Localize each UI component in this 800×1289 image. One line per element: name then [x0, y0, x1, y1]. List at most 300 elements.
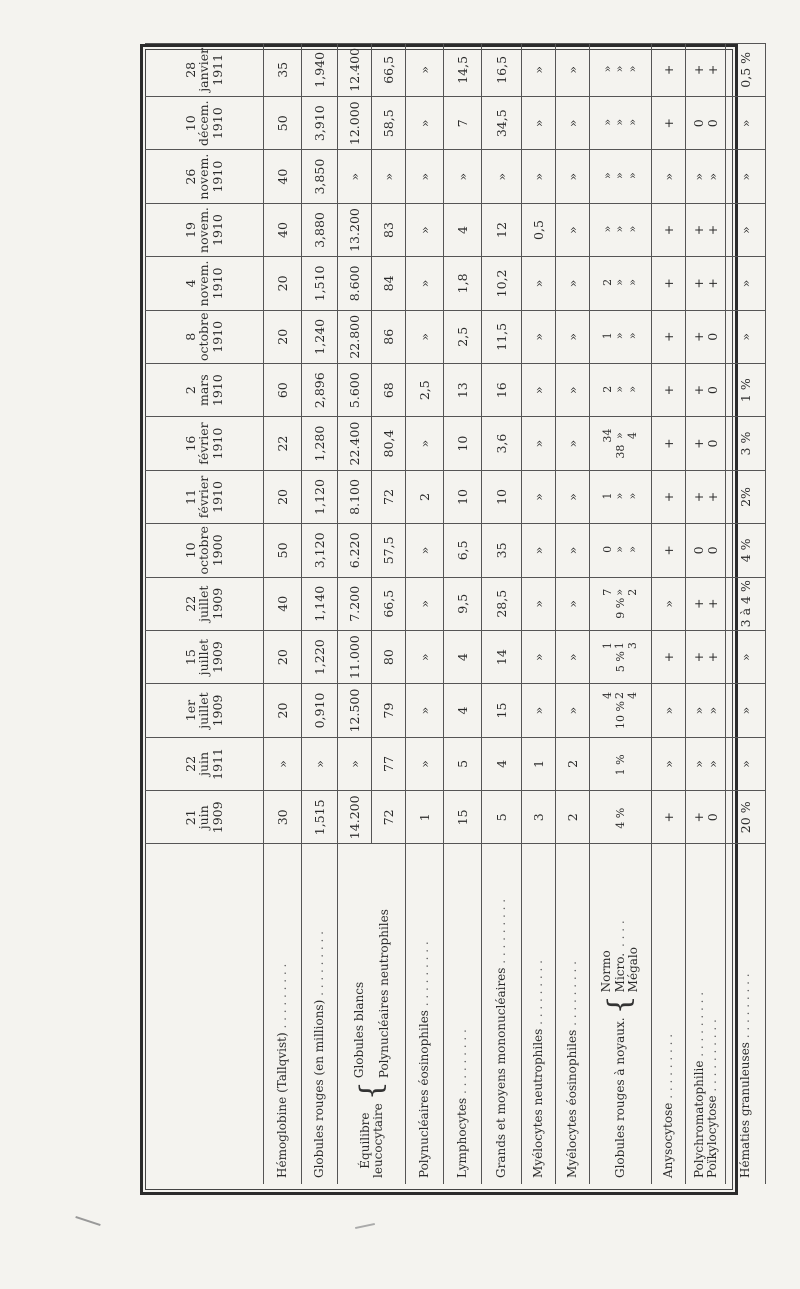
date-header: 2 mars 1910: [145, 363, 264, 416]
value-cell: 2: [556, 737, 590, 790]
normo-value: 7: [600, 588, 614, 596]
globules-noyaux-text: Globules rouges à noyaux.: [613, 1017, 628, 1178]
micro-value: »: [613, 546, 627, 553]
megalo-value: »: [625, 172, 639, 179]
value-cell: 35: [482, 524, 522, 577]
value-cell: »: [652, 150, 686, 203]
polychromatophilie-cell: [686, 791, 726, 844]
micro-value: »: [613, 332, 627, 340]
value-cell: +: [652, 310, 686, 363]
polychromatophilie-cell: [686, 97, 726, 150]
noyaux-cell: [590, 310, 652, 363]
date-header: 28 janvier 1911: [145, 43, 264, 96]
value-cell: 3,910: [302, 97, 338, 150]
row-hematies: [726, 43, 766, 1184]
row-label: [444, 844, 482, 1184]
polychromatophilie-cell: [686, 630, 726, 683]
noyaux-total: 1 %: [613, 754, 627, 776]
megalo-value: 3: [625, 642, 639, 650]
noyaux-total: 38: [613, 444, 627, 459]
noyaux-cell: [590, 97, 652, 150]
micro-value: »: [613, 172, 627, 179]
noyaux-cell: [590, 363, 652, 416]
value-cell: 6,5: [444, 524, 482, 577]
value-cell: »: [522, 363, 556, 416]
date-header: 21 juin 1909: [145, 791, 264, 844]
paper-mark: [355, 1223, 375, 1229]
value-cell: »: [556, 684, 590, 737]
value-cell: 40: [264, 150, 302, 203]
value-cell: 2,5: [444, 310, 482, 363]
value-cell: 4: [482, 737, 522, 790]
dot-leader: . . . . . . . . .: [275, 963, 290, 1033]
normo-value: 1: [600, 332, 614, 340]
value-cell: »: [406, 524, 444, 577]
value-cell: »: [522, 43, 556, 96]
micro-value: »: [613, 279, 627, 286]
date-header: 22 juillet 1909: [145, 577, 264, 630]
noyaux-total: 9 %: [613, 597, 627, 619]
equilibre-line1: Équilibre: [357, 1112, 372, 1169]
value-cell: +: [652, 257, 686, 310]
value-cell: »: [406, 684, 444, 737]
row-grands-moyens: [482, 43, 522, 1184]
row-label: [482, 844, 522, 1184]
value-cell: 6.220: [338, 524, 372, 577]
value-cell: 0,910: [302, 684, 338, 737]
value-cell: »: [652, 577, 686, 630]
rotated-table: [145, 47, 753, 1184]
noyaux-cell: [590, 257, 652, 310]
poikylocytose-value: +: [704, 598, 720, 609]
value-cell: »: [522, 577, 556, 630]
date-header: 22 juin 1911: [145, 737, 264, 790]
polychromatophilie-value: 0: [691, 546, 707, 555]
equilibre-line2: leucocytaire: [370, 1103, 385, 1178]
value-cell: +: [652, 470, 686, 523]
value-cell: »: [406, 577, 444, 630]
noyaux-cell: [590, 577, 652, 630]
value-cell: »: [522, 97, 556, 150]
row-label-text: Myélocytes neutrophiles: [531, 1028, 546, 1178]
value-cell: »: [726, 630, 766, 683]
date-header: 8 octobre 1910: [145, 310, 264, 363]
megalo-value: »: [625, 279, 639, 286]
value-cell: »: [726, 150, 766, 203]
value-cell: 10: [444, 470, 482, 523]
value-cell: 1,510: [302, 257, 338, 310]
noyaux-cell: [590, 630, 652, 683]
noyaux-cell: [590, 470, 652, 523]
value-cell: »: [556, 97, 590, 150]
brace-icon: {: [353, 1081, 389, 1101]
row-label-text: Grands et moyens mononucléaires: [494, 967, 509, 1178]
value-cell: »: [652, 737, 686, 790]
value-cell: 0,5: [522, 203, 556, 256]
polychromatophilie-value: 0: [691, 119, 707, 128]
normo-label: Normo: [598, 950, 613, 993]
value-cell: 2,896: [302, 363, 338, 416]
value-cell: 68: [372, 363, 406, 416]
row-myelocytes-eosino: [556, 43, 590, 1184]
poikylocytose-value: 0: [704, 439, 720, 448]
value-cell: »: [406, 257, 444, 310]
value-cell: 20: [264, 684, 302, 737]
value-cell: »: [522, 417, 556, 470]
noyaux-cell: [590, 150, 652, 203]
value-cell: »: [556, 417, 590, 470]
noyaux-cell: [590, 43, 652, 96]
value-cell: +: [652, 43, 686, 96]
dot-leader: . . . . . . . . .: [531, 960, 546, 1029]
polychromatophilie-cell: [686, 43, 726, 96]
value-cell: 30: [264, 791, 302, 844]
value-cell: +: [652, 630, 686, 683]
value-cell: »: [522, 150, 556, 203]
micro-value: 1: [613, 642, 627, 650]
value-cell: 72: [372, 470, 406, 523]
value-cell: 1,240: [302, 310, 338, 363]
poikylocytose-value: 0: [704, 386, 720, 395]
value-cell: »: [302, 737, 338, 790]
polychromatophilie-value: +: [691, 598, 707, 609]
row-label: [302, 844, 338, 1184]
value-cell: 5.600: [338, 363, 372, 416]
value-cell: »: [726, 310, 766, 363]
value-cell: 10: [444, 417, 482, 470]
date-header: 15 juillet 1909: [145, 630, 264, 683]
value-cell: 28,5: [482, 577, 522, 630]
value-cell: »: [406, 417, 444, 470]
value-cell: 14,5: [444, 43, 482, 96]
dot-leader: . . . . . . . . .: [494, 898, 509, 968]
value-cell: »: [522, 630, 556, 683]
noyaux-cell: [590, 791, 652, 844]
globules-noyaux-label: [590, 844, 652, 1184]
noyaux-total: 5 %: [613, 651, 627, 673]
polychromatophilie-value: +: [691, 384, 707, 396]
value-cell: +: [652, 417, 686, 470]
poikylocytose-value: 0: [704, 546, 720, 555]
poikylocytose-value: 0: [704, 119, 720, 128]
value-cell: 4: [444, 630, 482, 683]
value-cell: +: [652, 363, 686, 416]
micro-value: »: [613, 65, 627, 73]
value-cell: 3 %: [726, 417, 766, 470]
row-label-text: Myélocytes éosinophiles: [565, 1029, 580, 1178]
corner-cell: [145, 844, 264, 1184]
value-cell: 34,5: [482, 97, 522, 150]
row-hemoglobine: [264, 43, 302, 1184]
value-cell: 1,280: [302, 417, 338, 470]
value-cell: 2%: [726, 470, 766, 523]
row-polychromatophilie: [686, 43, 726, 1184]
row-anysocytose: [652, 43, 686, 1184]
value-cell: +: [652, 97, 686, 150]
polychromatophilie-cell: [686, 417, 726, 470]
value-cell: »: [556, 257, 590, 310]
row-label-text: Hémoglobine (Tallqvist): [275, 1032, 290, 1178]
value-cell: 2: [406, 470, 444, 523]
value-cell: »: [264, 737, 302, 790]
value-cell: +: [652, 203, 686, 256]
value-cell: »: [556, 630, 590, 683]
row-lymphocytes: [444, 43, 482, 1184]
value-cell: 1,140: [302, 577, 338, 630]
poikylocytose-value: +: [704, 491, 720, 503]
value-cell: 1,120: [302, 470, 338, 523]
value-cell: 20: [264, 470, 302, 523]
row-globules-blancs: [338, 43, 372, 1184]
poikylocytose-value: »: [704, 172, 720, 181]
row-label: [556, 844, 590, 1184]
value-cell: 4 %: [726, 524, 766, 577]
value-cell: »: [726, 203, 766, 256]
value-cell: 58,5: [372, 97, 406, 150]
value-cell: »: [522, 257, 556, 310]
polychromatophilie-value: +: [691, 812, 707, 823]
value-cell: 77: [372, 737, 406, 790]
value-cell: »: [556, 150, 590, 203]
value-cell: »: [726, 684, 766, 737]
polychromatophilie-label: [686, 844, 726, 1184]
value-cell: +: [652, 524, 686, 577]
value-cell: 16: [482, 363, 522, 416]
value-cell: 3,120: [302, 524, 338, 577]
dot-leader: . . . . . . . . .: [417, 941, 432, 1011]
value-cell: 12: [482, 203, 522, 256]
value-cell: 20: [264, 310, 302, 363]
value-cell: 7.200: [338, 577, 372, 630]
row-label-text: Anysocytose: [661, 1102, 676, 1178]
noyaux-total: 4 %: [613, 807, 627, 829]
micro-value: »: [613, 118, 627, 126]
row-label-text: Hématies granuleuses: [738, 1042, 753, 1178]
normo-value: »: [600, 65, 614, 73]
value-cell: +: [652, 791, 686, 844]
micro-value: »: [613, 385, 627, 393]
value-cell: 14: [482, 630, 522, 683]
noyaux-cell: [590, 417, 652, 470]
micro-value: »: [613, 588, 627, 596]
micro-value: »: [613, 225, 627, 233]
value-cell: »: [406, 97, 444, 150]
normo-value: 0: [600, 545, 614, 553]
value-cell: »: [726, 97, 766, 150]
dot-leader: . . . . . . . . .: [312, 931, 327, 1000]
date-header: 16 février 1910: [145, 417, 264, 470]
value-cell: 1: [522, 737, 556, 790]
value-cell: 8.100: [338, 470, 372, 523]
value-cell: »: [406, 630, 444, 683]
date-header: 10 octobre 1900: [145, 524, 264, 577]
dot-leader: . . . .: [613, 920, 628, 948]
poikylocytose-value: +: [704, 651, 720, 663]
megalo-value: 4: [625, 692, 639, 700]
value-cell: »: [726, 737, 766, 790]
value-cell: 10,2: [482, 257, 522, 310]
noyaux-cell: [590, 203, 652, 256]
value-cell: 10: [482, 470, 522, 523]
polychromatophilie-cell: [686, 737, 726, 790]
value-cell: 11,5: [482, 310, 522, 363]
date-header-row: [145, 43, 264, 1184]
polychromatophilie-value: +: [691, 438, 707, 449]
row-label: [726, 844, 766, 1184]
micro-value: »: [613, 432, 627, 439]
polychromatophilie-cell: [686, 203, 726, 256]
value-cell: 60: [264, 363, 302, 416]
row-label: [522, 844, 556, 1184]
value-cell: 4: [444, 203, 482, 256]
value-cell: 1,8: [444, 257, 482, 310]
value-cell: 80: [372, 630, 406, 683]
value-cell: 8.600: [338, 257, 372, 310]
value-cell: »: [522, 684, 556, 737]
micro-value: 2: [613, 692, 627, 700]
value-cell: 3,880: [302, 203, 338, 256]
row-label-text: Globules rouges (en millions): [312, 999, 327, 1178]
value-cell: 4: [444, 684, 482, 737]
value-cell: »: [556, 577, 590, 630]
value-cell: 1,940: [302, 43, 338, 96]
value-cell: 3,6: [482, 417, 522, 470]
row-myelocytes-neutro: [522, 43, 556, 1184]
value-cell: 22: [264, 417, 302, 470]
dot-leader: . . . . . . . . .: [565, 961, 580, 1030]
polychromatophilie-value: »: [691, 760, 707, 768]
megalo-value: »: [625, 385, 639, 393]
value-cell: 15: [444, 791, 482, 844]
brace-icon: {: [602, 995, 638, 1015]
polychromatophilie-cell: [686, 150, 726, 203]
value-cell: 5: [482, 791, 522, 844]
polychromatophilie-cell: [686, 524, 726, 577]
value-cell: 20: [264, 630, 302, 683]
value-cell: 9,5: [444, 577, 482, 630]
poikylocytose-value: »: [704, 760, 720, 768]
value-cell: »: [406, 43, 444, 96]
megalo-value: 4: [625, 432, 639, 440]
value-cell: »: [338, 150, 372, 203]
value-cell: »: [406, 310, 444, 363]
row-label-text: Lymphocytes: [455, 1097, 470, 1178]
value-cell: »: [522, 310, 556, 363]
row-label: [652, 844, 686, 1184]
value-cell: 16,5: [482, 43, 522, 96]
value-cell: 40: [264, 203, 302, 256]
value-cell: »: [556, 470, 590, 523]
value-cell: 50: [264, 524, 302, 577]
value-cell: 86: [372, 310, 406, 363]
value-cell: »: [652, 684, 686, 737]
polychromatophilie-value: +: [691, 491, 707, 503]
value-cell: 22.800: [338, 310, 372, 363]
row-globules-rouges: [302, 43, 338, 1184]
value-cell: 84: [372, 257, 406, 310]
dot-leader: . . . . . . . . .: [661, 1033, 676, 1103]
value-cell: »: [726, 257, 766, 310]
value-cell: 3,850: [302, 150, 338, 203]
noyaux-cell: [590, 737, 652, 790]
poikylocytose-value: +: [704, 64, 720, 76]
date-header: 11 février 1910: [145, 470, 264, 523]
poikylocytose-value: 0: [704, 813, 720, 822]
value-cell: 22.400: [338, 417, 372, 470]
noyaux-cell: [590, 524, 652, 577]
value-cell: »: [556, 524, 590, 577]
row-label: [406, 844, 444, 1184]
value-cell: 72: [372, 791, 406, 844]
poikylocytose-value: 0: [704, 332, 720, 341]
megalo-value: »: [625, 118, 639, 126]
megalo-value: »: [625, 546, 639, 553]
row-label: [264, 844, 302, 1184]
polychromatophilie-value: »: [691, 172, 707, 181]
date-header: 10 décem. 1910: [145, 97, 264, 150]
megalo-label: Mégalo: [626, 947, 641, 993]
value-cell: »: [556, 363, 590, 416]
normo-value: 1: [600, 492, 614, 500]
value-cell: 12.000: [338, 97, 372, 150]
normo-value: 1: [600, 642, 614, 650]
row-polynucleaires-eosino: [406, 43, 444, 1184]
value-cell: 1,515: [302, 791, 338, 844]
value-cell: 1 %: [726, 363, 766, 416]
value-cell: 0,5 %: [726, 43, 766, 96]
value-cell: 12.500: [338, 684, 372, 737]
normo-value: 2: [600, 385, 614, 393]
value-cell: 11.000: [338, 630, 372, 683]
poikylocytose-value: +: [704, 278, 720, 289]
megalo-value: »: [625, 225, 639, 233]
value-cell: »: [556, 203, 590, 256]
date-header: 19 novem. 1910: [145, 203, 264, 256]
polychromatophilie-cell: [686, 257, 726, 310]
value-cell: 1: [406, 791, 444, 844]
value-cell: 40: [264, 577, 302, 630]
value-cell: 57,5: [372, 524, 406, 577]
polychromatophilie-cell: [686, 310, 726, 363]
date-header: 26 novem. 1910: [145, 150, 264, 203]
value-cell: 1,220: [302, 630, 338, 683]
blood-data-table: [145, 43, 766, 1184]
row-globules-noyaux: [590, 43, 652, 1184]
polychromatophilie-value: +: [691, 224, 707, 236]
polychromatophilie-value: +: [691, 331, 707, 343]
polychromatophilie-value: +: [691, 64, 707, 76]
normo-value: 34: [600, 428, 614, 443]
value-cell: 14.200: [338, 791, 372, 844]
value-cell: »: [406, 737, 444, 790]
poikylocytose-value: »: [704, 706, 720, 715]
value-cell: 3 à 4 %: [726, 577, 766, 630]
noyaux-total: 10 %: [613, 701, 627, 729]
value-cell: 13.200: [338, 203, 372, 256]
value-cell: »: [522, 470, 556, 523]
micro-value: »: [613, 492, 627, 500]
value-cell: 2: [556, 791, 590, 844]
date-header: 1er juillet 1909: [145, 684, 264, 737]
value-cell: 35: [264, 43, 302, 96]
micro-label: Micro.: [612, 952, 627, 993]
value-cell: 12.400: [338, 43, 372, 96]
paper-mark: [75, 1216, 100, 1226]
value-cell: 3: [522, 791, 556, 844]
poikylocytose-text: Poïkylocytose . . . . . . . . . .: [704, 1019, 719, 1178]
date-header: 4 novem. 1910: [145, 257, 264, 310]
polynucleaires-neutro-label: Polynucléaires neutrophiles: [376, 909, 391, 1079]
